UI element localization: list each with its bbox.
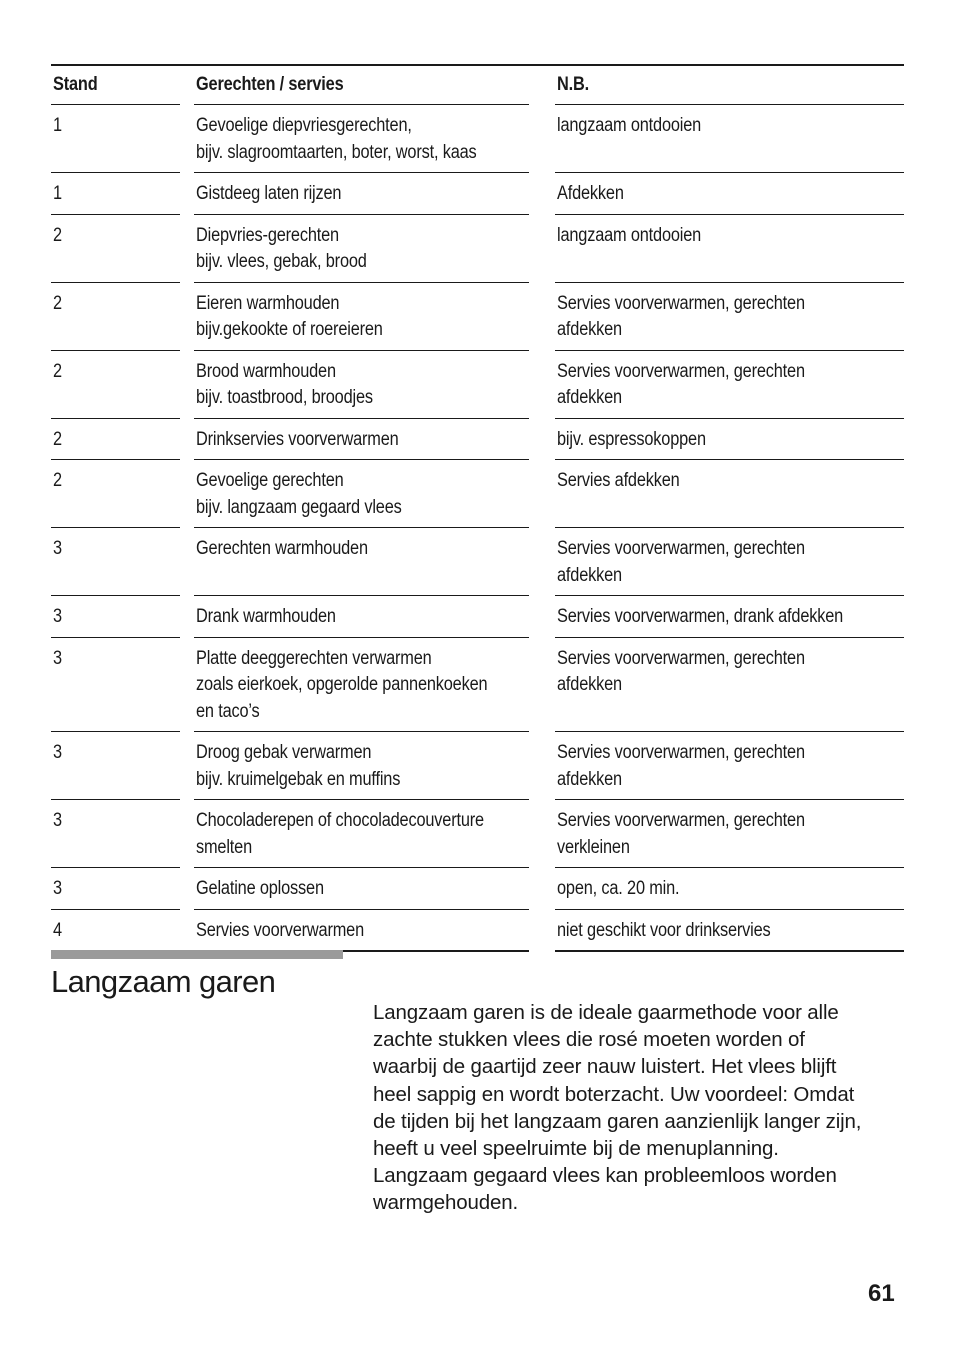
body-line: heeft u veel speelruimte bij de menuplanning. xyxy=(373,1137,779,1161)
cell-stand: 2 xyxy=(51,215,180,283)
cell-stand: 1 xyxy=(51,173,180,215)
cell-note: langzaam ontdooien xyxy=(555,215,904,283)
table-body xyxy=(51,105,904,952)
cell-note: Servies afdekken xyxy=(555,460,904,528)
table-row xyxy=(51,596,904,638)
cell-note: Afdekken xyxy=(555,173,904,215)
cell-stand: 3 xyxy=(51,638,180,733)
cell-dish: Gerechten warmhouden xyxy=(194,528,529,596)
page-number: 61 xyxy=(868,1280,895,1307)
cell-note: Servies voorverwarmen, gerechten afdekken xyxy=(555,351,904,419)
cell-stand: 3 xyxy=(51,596,180,638)
table-row xyxy=(51,460,904,528)
table-row xyxy=(51,283,904,351)
cell-stand: 3 xyxy=(51,800,180,868)
cell-note: bijv. espressokoppen xyxy=(555,419,904,461)
cell-stand: 3 xyxy=(51,528,180,596)
cell-dish: Drank warmhouden xyxy=(194,596,529,638)
cell-dish: Diepvries-gerechten bijv. vlees, gebak, brood xyxy=(194,215,529,283)
section-body xyxy=(373,999,913,1217)
settings-table xyxy=(51,64,904,952)
table-row xyxy=(51,105,904,173)
cell-note: Servies voorverwarmen, gerechten verkleinen xyxy=(555,800,904,868)
header-stand: Stand xyxy=(51,66,180,105)
cell-dish: Brood warmhouden bijv. toastbrood, broodjes xyxy=(194,351,529,419)
cell-stand: 2 xyxy=(51,460,180,528)
cell-note: niet geschikt voor drinkservies xyxy=(555,910,904,953)
table-row xyxy=(51,419,904,461)
table-row xyxy=(51,868,904,910)
cell-stand: 1 xyxy=(51,105,180,173)
cell-dish: Eieren warmhouden bijv.gekookte of roereieren xyxy=(194,283,529,351)
table-row xyxy=(51,528,904,596)
table-row xyxy=(51,732,904,800)
cell-stand: 3 xyxy=(51,868,180,910)
body-line: Langzaam garen is de ideale gaarmethode voor alle xyxy=(373,1001,839,1024)
cell-dish: Gistdeeg laten rijzen xyxy=(194,173,529,215)
table-row xyxy=(51,638,904,733)
table-row xyxy=(51,215,904,283)
cell-dish: Gevoelige diepvriesgerechten, bijv. slagroomtaarten, boter, worst, kaas xyxy=(194,105,529,173)
header-notes: N.B. xyxy=(555,66,904,105)
table-row xyxy=(51,351,904,419)
cell-stand: 2 xyxy=(51,419,180,461)
body-line: zachte stukken vlees die rosé moeten worden of xyxy=(373,1028,805,1052)
section-accent-bar xyxy=(51,950,343,959)
body-line: warmgehouden. xyxy=(373,1191,519,1215)
cell-note: langzaam ontdooien xyxy=(555,105,904,173)
cell-stand: 2 xyxy=(51,351,180,419)
cell-stand: 2 xyxy=(51,283,180,351)
section-title: Langzaam garen xyxy=(51,964,276,999)
body-line: de tijden bij het langzaam garen aanzienlijk langer zijn, xyxy=(373,1109,862,1133)
body-line: Langzaam gegaard vlees kan probleemloos worden xyxy=(373,1164,837,1188)
cell-note: Servies voorverwarmen, gerechten afdekken xyxy=(555,732,904,800)
cell-dish: Gevoelige gerechten bijv. langzaam gegaard vlees xyxy=(194,460,529,528)
cell-note: Servies voorverwarmen, drank afdekken xyxy=(555,596,904,638)
header-dishes: Gerechten / servies xyxy=(194,66,529,105)
cell-dish: Droog gebak verwarmen bijv. kruimelgebak en muffins xyxy=(194,732,529,800)
table-header-row xyxy=(51,66,904,105)
table-row xyxy=(51,910,904,953)
table-row xyxy=(51,800,904,868)
cell-note: Servies voorverwarmen, gerechten afdekken xyxy=(555,638,904,733)
cell-dish: Gelatine oplossen xyxy=(194,868,529,910)
table-row xyxy=(51,173,904,215)
cell-stand: 3 xyxy=(51,732,180,800)
cell-dish: Servies voorverwarmen xyxy=(194,910,529,953)
cell-note: Servies voorverwarmen, gerechten afdekken xyxy=(555,528,904,596)
body-line: waarbij de gaartijd zeer nauw luistert. Het vlees blijft xyxy=(373,1055,837,1079)
cell-dish: Platte deeggerechten verwarmen zoals eierkoek, opgerolde pannenkoeken en taco’s xyxy=(194,638,529,733)
cell-dish: Drinkservies voorverwarmen xyxy=(194,419,529,461)
cell-note: open, ca. 20 min. xyxy=(555,868,904,910)
body-line: heel sappig en wordt boterzacht. Uw voordeel: Omdat xyxy=(373,1082,855,1106)
cell-stand: 4 xyxy=(51,910,180,953)
cell-note: Servies voorverwarmen, gerechten afdekken xyxy=(555,283,904,351)
cell-dish: Chocoladerepen of chocoladecouverture smelten xyxy=(194,800,529,868)
